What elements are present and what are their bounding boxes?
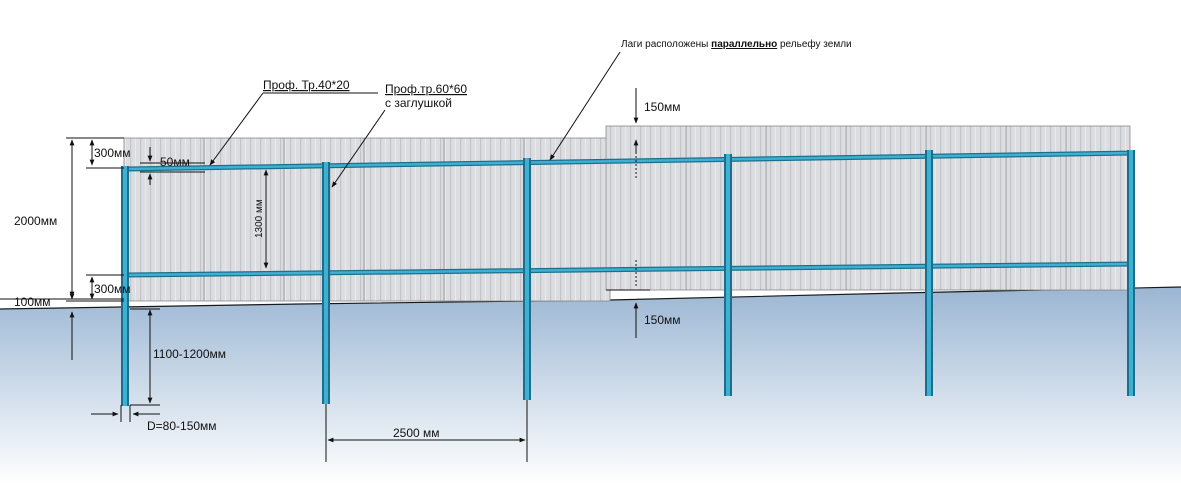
ground-gap-label: 100мм [14,295,51,309]
total-height-label: 2000мм [14,214,58,228]
rail-orientation-note: Лаги расположены параллельно рельефу земли [621,39,852,50]
ground [0,287,1181,484]
post [523,158,531,400]
depth-label: 1100-1200мм [153,347,226,361]
rail-profile-label: Проф. Тр.40*20 [263,78,350,92]
bottom-offset-label: 300мм [94,282,131,296]
step-top-label: 150мм [644,100,681,114]
step-bottom-label: 150мм [644,313,681,327]
post-spacing-label: 2500 мм [393,426,440,440]
post [1127,150,1135,396]
post [322,162,330,404]
rail-span-label: 1300 мм [254,199,265,238]
diameter-label: D=80-150мм [147,419,217,433]
rail-gap-label: 50мм [160,155,190,169]
post [925,150,933,396]
post-profile-label: Проф.тр.60*60 [385,82,468,96]
post-profile-cap-label: с заглушкой [385,96,453,110]
post [724,154,732,396]
top-offset-label: 300мм [94,146,131,160]
